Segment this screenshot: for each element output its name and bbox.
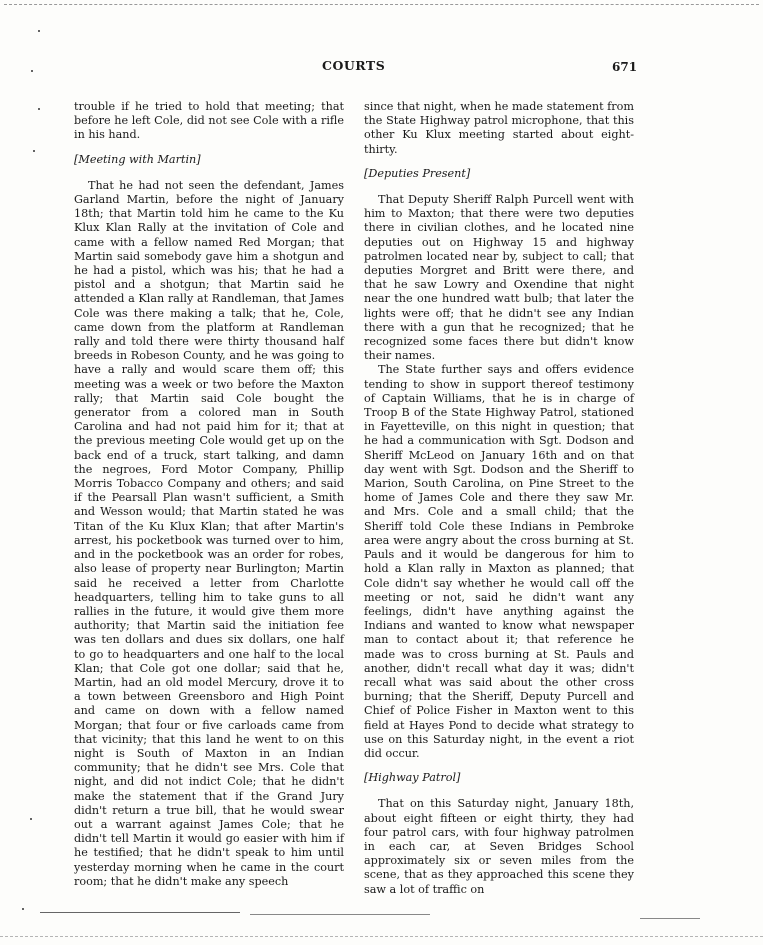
right-column [364, 100, 634, 897]
paragraph: That Deputy Sheriff Ralph Purcell went with him to Maxton; that there were two deputies there in civilian clothes, and he located nine deputies out on Highway 15 and highway patrolmen located near by, subject to call; that deputies Morgret and Britt were there, and that he saw Lowry and Oxendine that night near the one hundred watt bulb; that later the lights were off; that he didn't see any Indian there with a gun that he recognized; that he recognized some faces there but didn't know their names. [364, 193, 634, 363]
scan-mark [38, 108, 40, 110]
section-heading: [Meeting with Martin] [74, 152, 201, 166]
section-heading: [Deputies Present] [364, 166, 471, 180]
paragraph: since that night, when he made statement from the State Highway patrol microphone, that this other Ku Klux meeting started about eight-thirty. [364, 100, 634, 156]
scan-mark [22, 908, 24, 910]
bottom-border [0, 936, 763, 937]
scan-line [40, 912, 240, 913]
paragraph: The State further says and offers evidence tending to show in support thereof testimony of Captain Williams, that he is in charge of Troop B of the State Highway Patrol, stationed in Fayetteville, on this night in question; that he had a communication with Sgt. Dodson and Sheriff McLeod on January 16th and on that day went with Sgt. Dodson and the Sheriff to Marion, South Carolina, on Pine Street to the home of James Cole and there they saw Mr. and Mrs. Cole and a small child; that the Sheriff told Cole these Indians in Pembroke area were angry about the cross burning at St. Pauls and it would be dangerous for him to hold a Klan rally in Maxton as planned; that Cole didn't say whether he would call off the meeting or not, said he didn't want any feelings, didn't have anything against the Indians and wanted to know what newspaper man to contact about it; that reference he made was to cross burning at St. Pauls and another, didn't recall what day it was; didn't recall what was said about the other cross burning; that the Sheriff, Deputy Purcell and Chief of Police Fisher in Maxton went to this field at Hayes Pond to decide what strategy to use on this Saturday night, in the event a riot did occur. [364, 363, 634, 760]
page-number: 671 [612, 60, 638, 74]
left-column [74, 100, 344, 889]
scan-mark [30, 818, 32, 820]
top-border [4, 4, 759, 5]
paragraph: trouble if he tried to hold that meeting; that before he left Cole, did not see Cole with a rifle in his hand. [74, 100, 344, 142]
scan-line [250, 914, 430, 915]
scan-line [640, 918, 700, 919]
running-header [0, 58, 763, 74]
running-title: COURTS [322, 58, 386, 73]
scan-mark [38, 30, 40, 32]
section-heading: [Highway Patrol] [364, 771, 461, 785]
scan-mark [33, 150, 35, 152]
paragraph: That on this Saturday night, January 18th, about eight fifteen or eight thirty, they had four patrol cars, with four highway patrolmen in each car, at Seven Bridges School approximately six or seven miles from the scene, that as they approached this scene they saw a lot of traffic on [364, 797, 634, 896]
paragraph: That he had not seen the defendant, James Garland Martin, before the night of January 18th; that Martin told him he came to the Ku Klux Klan Rally at the invitation of Cole and came with a fellow named Red Morgan; that Martin said somebody gave him a shotgun and he had a pistol, which was his; that he had a pistol and a shotgun; that Martin said he attended a Klan rally at Randleman, that James Cole was there making a talk; that he, Cole, came down from the platform at Randleman rally and told there were thirty thousand half breeds in Robeson County, and he was going to have a rally and would scare them off; this meeting was a week or two before the Maxton rally; that Martin said Cole bought the generator from a colored man in South Carolina and had not paid him for it; that at the previous meeting Cole would get up on the back end of a truck, start talking, and damn the negroes, Ford Motor Company, Phillip Morris Tobacco Company and others; and said if the Pearsall Plan wasn't sufficient, a Smith and Wesson would; that Martin stated he was Titan of the Ku Klux Klan; that after Martin's arrest, his pocketbook was turned over to him, and in the pocketbook was an order for robes, also lease of property near Burlington; Martin said he received a letter from Charlotte headquarters, telling him to take guns to all rallies in the future, it would give them more authority; that Martin said the initiation fee was ten dollars and dues six dollars, one half to go to headquarters and one half to the local Klan; that Cole got one dollar; said that he, Martin, had an old model Mercury, drove it to a town between Greensboro and High Point and came on down with a fellow named Morgan; that four or five carloads came from that vicinity; that this land he went to on this night is South of Maxton in an Indian community; that he didn't see Mrs. Cole that night, and did not indict Cole; that he didn't make the statement that if the Grand Jury didn't return a true bill, that he would swear out a warrant against James Cole; that he didn't tell Martin it would go easier with him if he testified; that he didn't speak to him until yesterday morning when he came in the court room; that he didn't make any speech [74, 178, 344, 888]
